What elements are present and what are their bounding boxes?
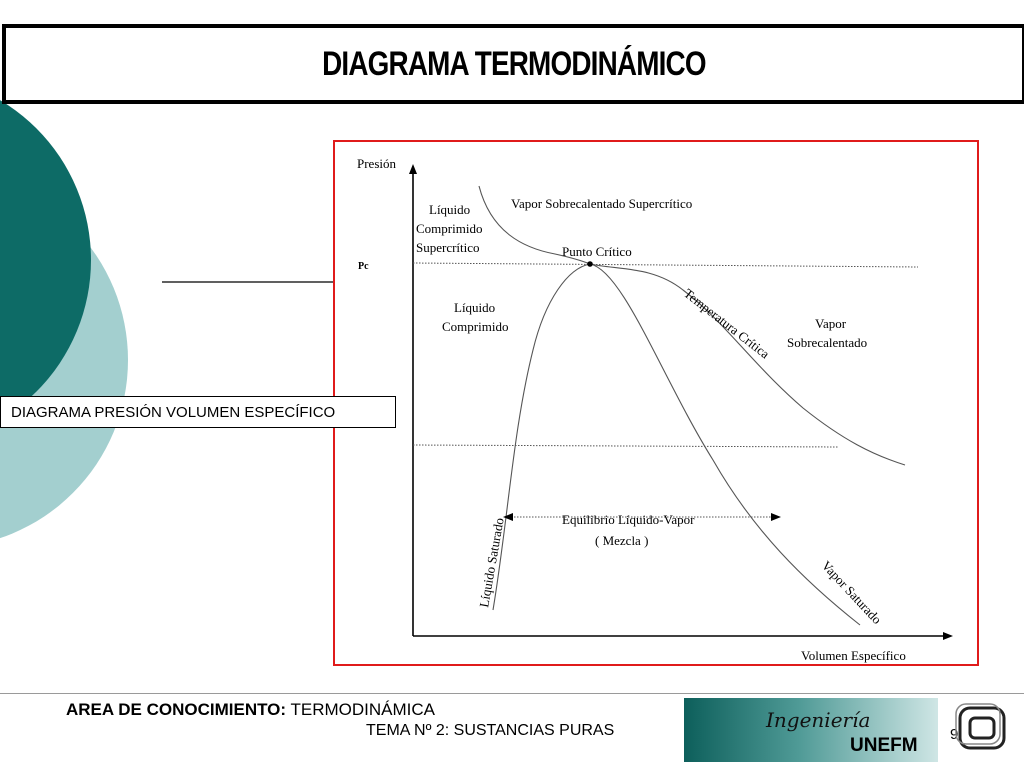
logo-panel: [684, 698, 938, 762]
region-compressed-supercritical-line-3: Supercrítico: [416, 240, 480, 255]
region-superheated-supercritical: Vapor Sobrecalentado Supercrítico: [511, 196, 693, 211]
saturated-liquid-label: Líquido Saturado: [476, 516, 507, 609]
y-axis-label: Presión: [357, 156, 396, 171]
pv-diagram: [333, 140, 979, 666]
region-superheated-vapor-line-1: Vapor: [815, 316, 847, 331]
region-superheated-vapor-line-2: Sobrecalentado: [787, 335, 868, 350]
critical-point-label: Punto Crítico: [562, 244, 632, 259]
x-axis-arrow-icon: [943, 632, 953, 640]
region-compressed-liquid-line-2: Comprimido: [442, 319, 509, 334]
region-compressed-supercritical-line-2: Comprimido: [416, 221, 483, 236]
saturated-vapor-label: Vapor Saturado: [818, 557, 885, 627]
title-bar: [2, 24, 1024, 104]
mixture-arrow-right-icon: [771, 513, 781, 521]
saturation-dome-curve: [493, 264, 860, 625]
slide-subtitle: DIAGRAMA PRESIÓN VOLUMEN ESPECÍFICO: [11, 403, 336, 421]
region-mixture-line-2: ( Mezcla ): [595, 533, 649, 548]
critical-pressure-line: [413, 263, 918, 267]
topic-label: TEMA Nº 2: SUSTANCIAS PURAS: [366, 722, 615, 739]
logo-ingenieria-text: Ingeniería: [766, 708, 871, 732]
page-number: 9: [950, 726, 959, 743]
critical-temperature-label: Temperatura Crítica: [681, 285, 773, 362]
slide-title: DIAGRAMA TERMODINÁMICO: [322, 44, 706, 83]
knowledge-area: [66, 700, 435, 720]
isobar-line: [413, 445, 838, 447]
area-label: AREA DE CONOCIMIENTO:: [66, 700, 287, 719]
area-value: TERMODINÁMICA: [290, 700, 435, 719]
footer: [0, 693, 1024, 769]
critical-point-marker: [587, 261, 593, 267]
region-mixture-line-1: Equilibrio Líquido-Vapor: [562, 512, 695, 527]
pc-label: Pc: [358, 261, 369, 272]
logo-unefm-text: UNEFM: [850, 735, 918, 756]
unefm-logo-icon: [954, 702, 1014, 762]
region-compressed-liquid-line-1: Líquido: [454, 300, 496, 315]
x-axis-label: Volumen Específico: [801, 648, 906, 663]
y-axis-arrow-icon: [409, 164, 417, 174]
subtitle-box: [0, 396, 396, 428]
region-compressed-supercritical-line-1: Líquido: [429, 202, 471, 217]
